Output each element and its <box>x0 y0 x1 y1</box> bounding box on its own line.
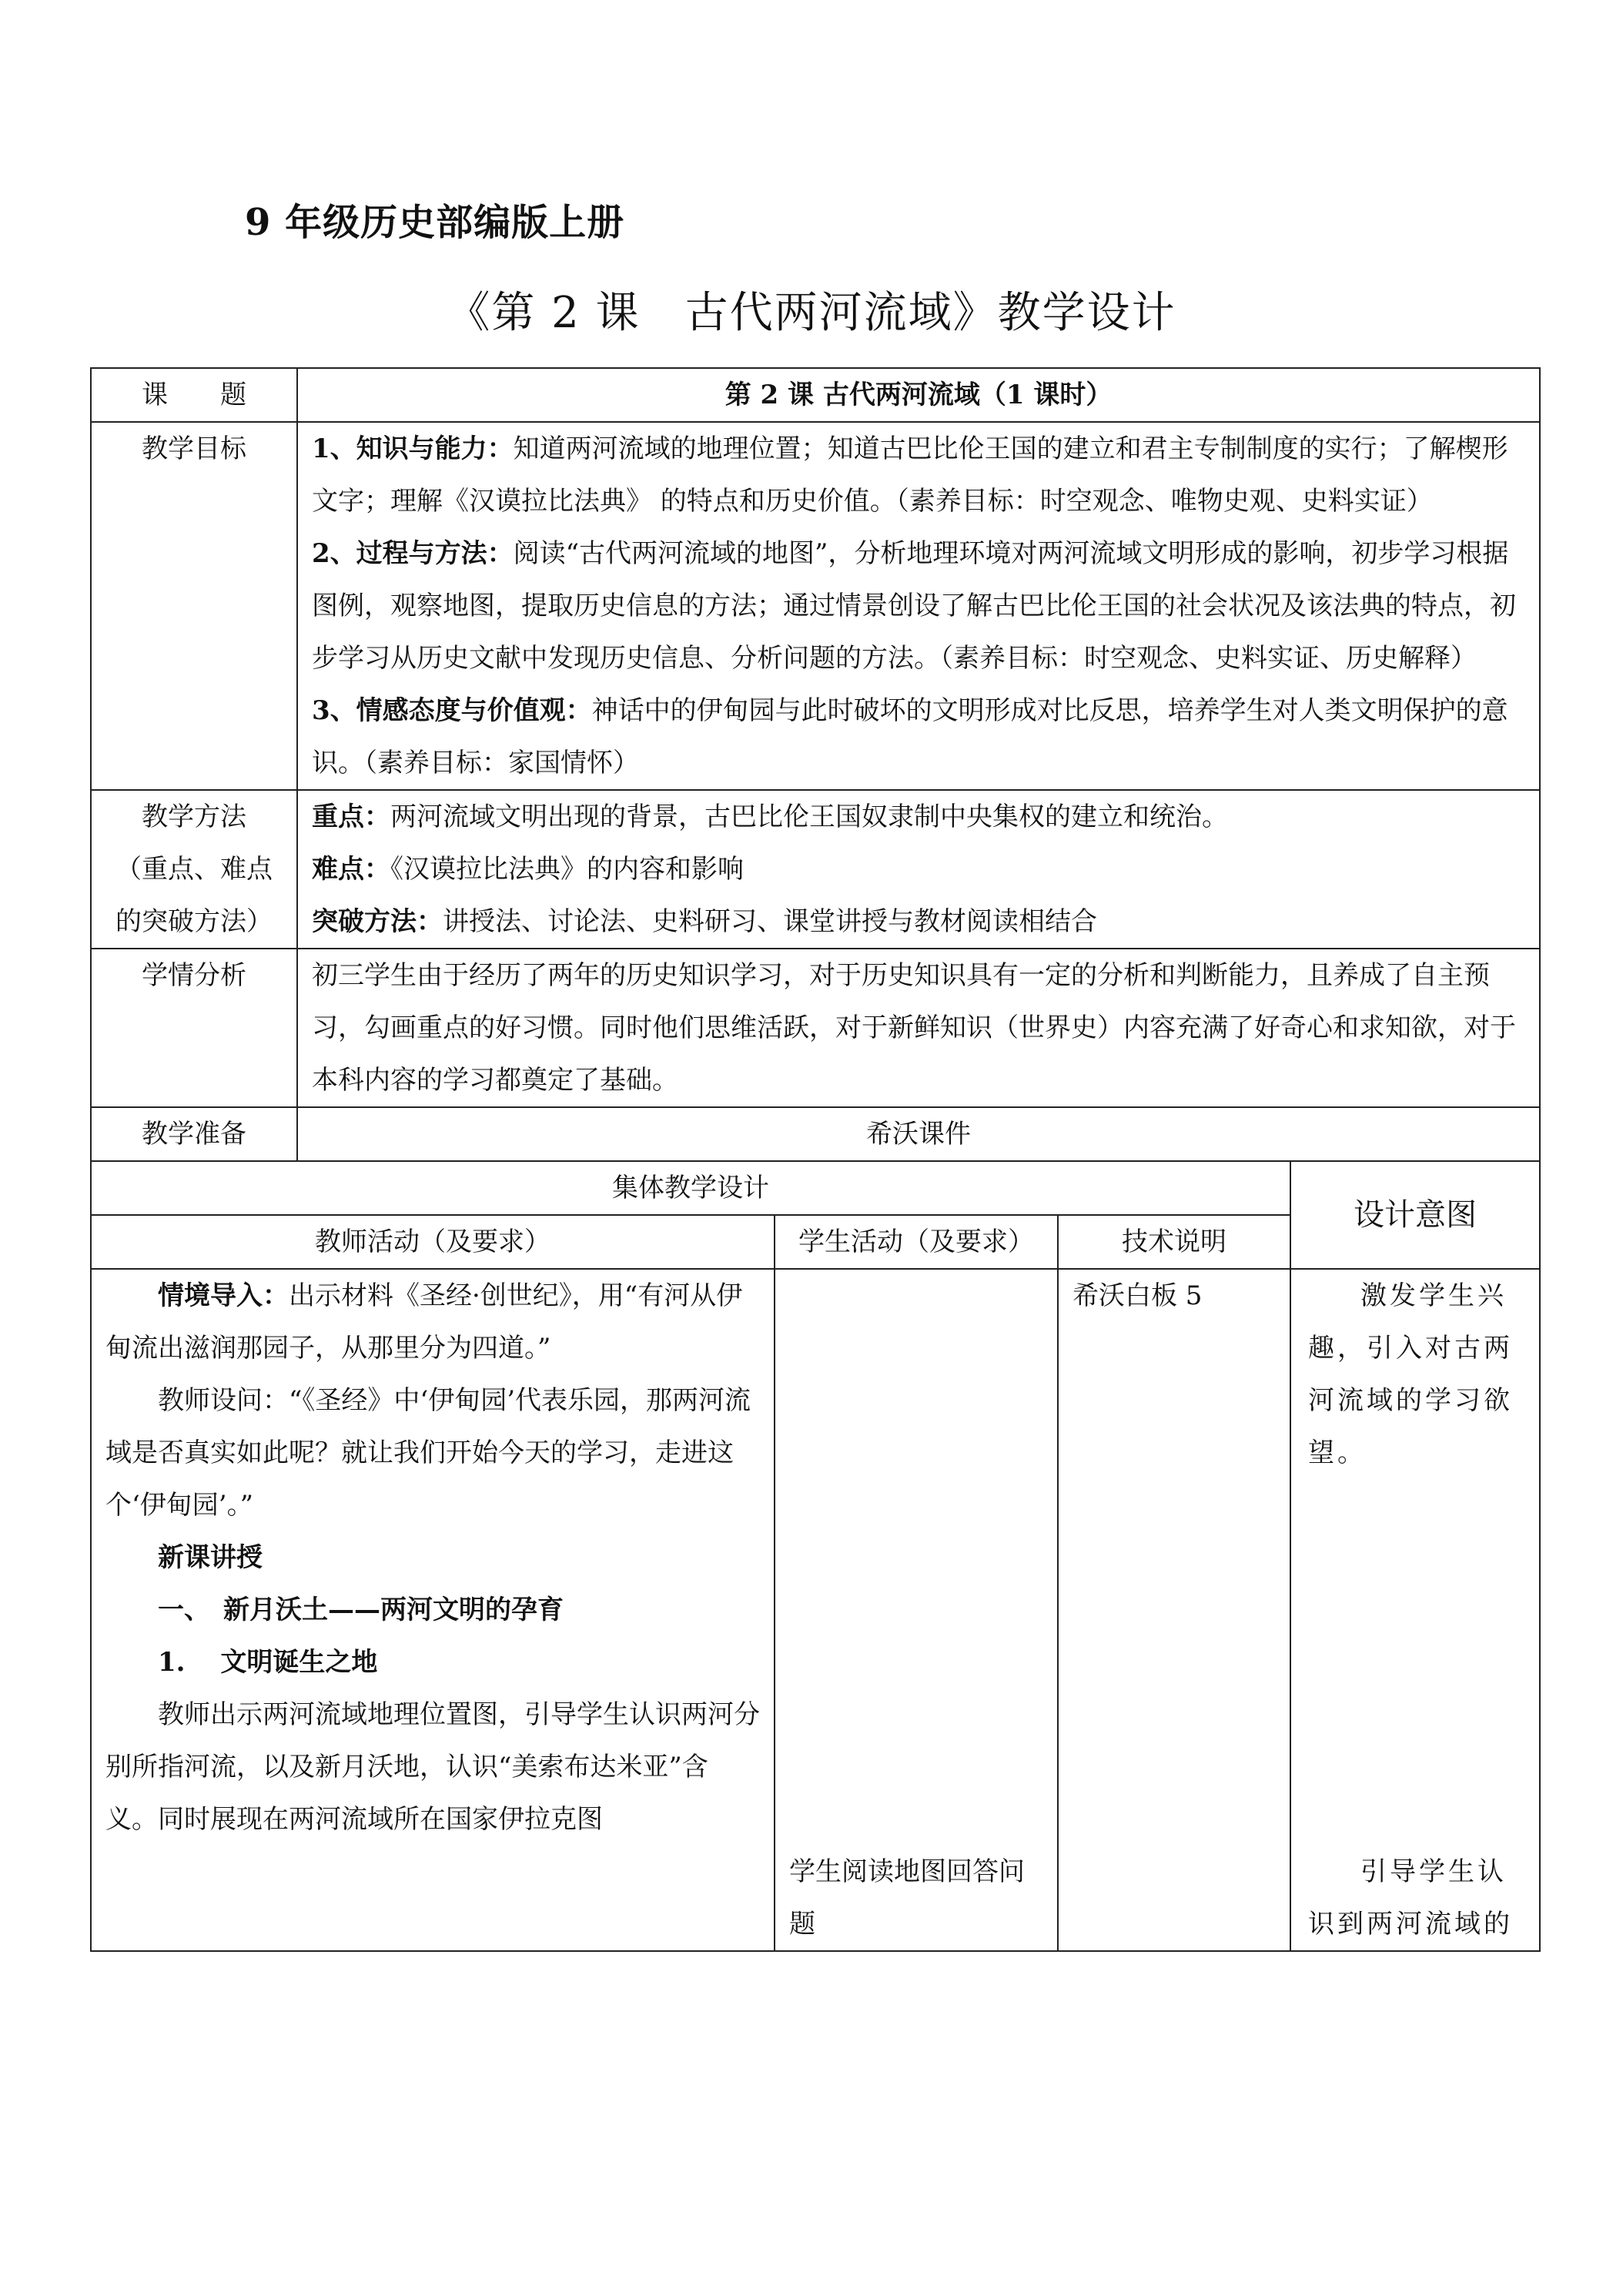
map-paragraph: 教师出示两河流域地理位置图，引导学生认识两河分别所指河流，以及新月沃地，认识“美索布达米亚”含义。同时展现在两河流域所在国家伊拉克图 <box>105 1699 760 1835</box>
method-key: 重点：两河流域文明出现的背景，古巴比伦王国奴隶制中央集权的建立和统治。 <box>312 802 1228 832</box>
goal-values: 3、情感态度与价值观：神话中的伊甸园与此时破坏的文明形成对比反思，培养学生对人类文明保护的意识。（素养目标：家国情怀） <box>312 695 1508 778</box>
methods-row <box>91 790 1540 949</box>
section-1-heading: 一、 新月沃土——两河文明的孕育 <box>158 1595 564 1625</box>
goal-process: 2、过程与方法：阅读“古代两河流域的地图”，分析地理环境对两河流域文明形成的影响，初步学习根据图例，观察地图，提取历史信息的方法；通过情景创设了解古巴比伦王国的社会状况及该法典的特点，初步学习从历史文献中发现历史信息、分析问题的方法。（素养目标：时空观念、史料实证、历史解释） <box>312 538 1516 674</box>
student-activity-cell <box>775 1269 1058 1951</box>
design-group-row <box>91 1161 1540 1215</box>
analysis-row <box>91 949 1540 1107</box>
intro-paragraph: 情境导入：出示材料《圣经·创世纪》，用“有河从伊甸流出滋润那园子，从那里分为四道。” <box>105 1280 743 1364</box>
goals-label: 教学目标 <box>91 422 297 790</box>
new-lesson-heading: 新课讲授 <box>158 1542 263 1573</box>
col-tech-header: 技术说明 <box>1058 1215 1290 1269</box>
intent-2-text: 引导学生认识到两河流域的 <box>1308 1856 1513 1940</box>
topic-row <box>91 368 1540 422</box>
design-content-row <box>91 1269 1540 1951</box>
teacher-activity-cell <box>91 1269 775 1951</box>
col-student-header: 学生活动（及要求） <box>775 1215 1058 1269</box>
document-title: 《第 2 课 古代两河流域》教学设计 <box>447 288 1176 338</box>
intent-cell <box>1290 1269 1540 1951</box>
intent-header: 设计意图 <box>1290 1161 1540 1269</box>
goals-row <box>91 422 1540 790</box>
analysis-text: 初三学生由于经历了两年的历史知识学习，对于历史知识具有一定的分析和判断能力，且养成了自主预习，勾画重点的好习惯。同时他们思维活跃，对于新鲜知识（世界史）内容充满了好奇心和求知欲，对于本科内容的学习都奠定了基础。 <box>297 949 1540 1107</box>
document-subtitle: 9 年级历史部编版上册 <box>245 201 625 244</box>
tech-cell <box>1058 1269 1290 1951</box>
method-difficulty: 难点：《汉谟拉比法典》的内容和影响 <box>312 854 744 885</box>
analysis-label: 学情分析 <box>91 949 297 1107</box>
prep-label: 教学准备 <box>91 1107 297 1161</box>
intent-spacer <box>1308 1479 1525 1846</box>
topic-label: 课 题 <box>91 368 297 422</box>
methods-cell <box>297 790 1540 949</box>
group-header: 集体教学设计 <box>91 1161 1290 1215</box>
col-teacher-header: 教师活动（及要求） <box>91 1215 775 1269</box>
method-breakthrough: 突破方法：讲授法、讨论法、史料研习、课堂讲授与教材阅读相结合 <box>312 906 1097 937</box>
goals-cell <box>297 422 1540 790</box>
prep-value: 希沃课件 <box>297 1107 1540 1161</box>
student-activity-text: 学生阅读地图回答问题 <box>789 1856 1025 1940</box>
tech-text: 希沃白板 5 <box>1073 1280 1203 1311</box>
subsection-1-heading: 1. 文明诞生之地 <box>158 1647 378 1678</box>
topic-value: 第 2 课 古代两河流域（1 课时） <box>297 368 1540 422</box>
question-paragraph: 教师设问：“《圣经》中‘伊甸园’代表乐园，那两河流域是否真实如此呢？就让我们开始今天的学习，走进这个‘伊甸园’。” <box>105 1385 751 1521</box>
intent-1-text: 激发学生兴趣，引入对古两河流域的学习欲望。 <box>1308 1280 1513 1468</box>
goal-knowledge: 1、知识与能力：知道两河流域的地理位置；知道古巴比伦王国的建立和君主专制制度的实行；了解楔形文字；理解《汉谟拉比法典》 的特点和历史价值。（素养目标：时空观念、唯物史观、史料实证） <box>312 433 1508 517</box>
prep-row <box>91 1107 1540 1161</box>
lesson-plan-table <box>90 367 1541 1952</box>
methods-label: 教学方法 （重点、难点 的突破方法） <box>91 790 297 949</box>
